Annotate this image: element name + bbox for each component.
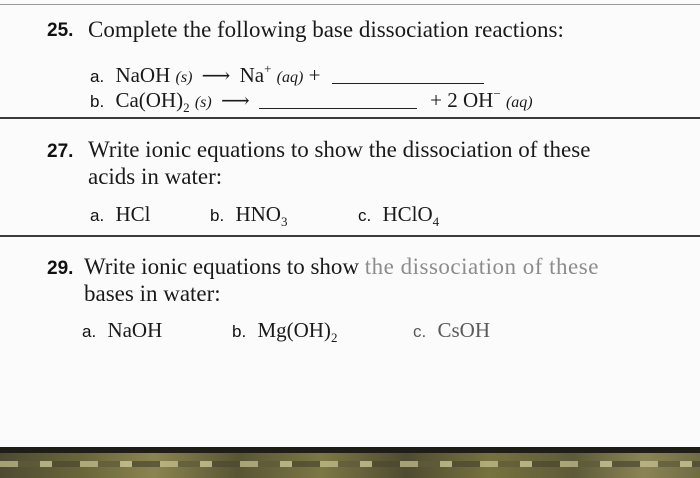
problem-number: 29. (47, 258, 74, 279)
base-b (232, 317, 337, 351)
acid-a (90, 201, 150, 229)
reaction-b (90, 81, 533, 121)
state-symbol: (aq) (505, 94, 533, 111)
state-symbol: (aq) (276, 69, 304, 86)
base-c (413, 317, 490, 345)
problem-stem-line1: Write ionic equations to show the dissociation of these (88, 137, 591, 162)
problem-stem-line1 (84, 253, 599, 280)
acid-formula: HNO (235, 202, 281, 226)
acid-c (358, 201, 439, 235)
item-label: b. (210, 206, 225, 225)
item-label: c. (413, 322, 427, 341)
base-formula: NaOH (107, 318, 163, 342)
problem-stem-line2: bases in water: (84, 281, 221, 306)
answer-blank[interactable] (259, 90, 417, 109)
reaction-arrow: ⟶ (201, 65, 231, 87)
item-label: b. (90, 92, 105, 111)
item-label: c. (358, 206, 372, 225)
item-label: b. (232, 322, 247, 341)
subscript: 3 (280, 214, 288, 229)
section-divider (0, 117, 700, 119)
problem-stem: Complete the following base dissociation reactions: (88, 17, 564, 42)
subscript: 4 (432, 214, 440, 229)
base-formula: CsOH (437, 318, 490, 342)
acid-formula: HCl (115, 202, 151, 226)
state-symbol: (s) (175, 69, 193, 86)
plus-sign: + (308, 63, 321, 87)
stem-text-faded: the dissociation of these (364, 254, 599, 279)
item-label: a. (90, 206, 105, 225)
acid-b (210, 201, 287, 235)
photo-bottom-edge (0, 447, 700, 478)
ion-charge: − (493, 86, 501, 101)
ion-charge: + (264, 61, 272, 76)
base-formula: Mg(OH) (257, 318, 331, 342)
problem-number: 25. (47, 20, 74, 41)
product-formula: Na (239, 63, 265, 87)
subscript: 2 (330, 330, 338, 345)
product-formula: + 2 OH (430, 88, 494, 112)
item-label: a. (82, 322, 97, 341)
item-label: a. (90, 67, 105, 86)
problem-number: 27. (47, 141, 74, 162)
base-a (82, 317, 162, 345)
reaction-arrow: ⟶ (220, 90, 250, 112)
reactant-formula: NaOH (115, 63, 171, 87)
subscript: 2 (183, 100, 190, 115)
problem-stem-line2: acids in water: (88, 164, 223, 189)
reactant-formula: Ca(OH) (115, 88, 184, 112)
state-symbol: (s) (194, 94, 212, 111)
stem-text: Write ionic equations to show (84, 254, 360, 279)
section-divider (0, 235, 700, 237)
top-divider (0, 4, 700, 5)
acid-formula: HClO (382, 202, 433, 226)
